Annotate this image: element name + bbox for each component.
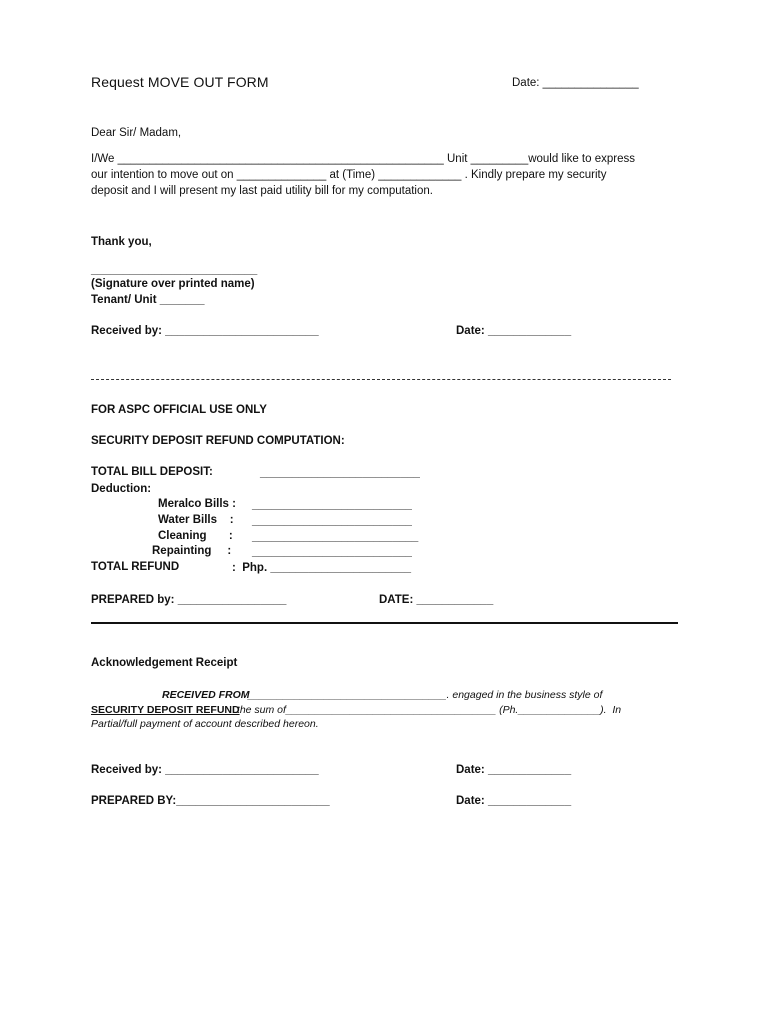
salutation: Dear Sir/ Madam, [91,127,182,139]
letter-line-3: deposit and I will present my last paid utility bill for my computation. [91,185,433,197]
receipt-received-by-field: Received by: ________________________ [91,764,319,776]
form-title: Request MOVE OUT FORM [91,74,269,90]
deduction-label-repainting: Repainting : [152,545,232,557]
deduction-label: Deduction: [91,483,152,495]
official-use-heading: FOR ASPC OFFICIAL USE ONLY [91,404,267,416]
closing: Thank you, [91,236,152,248]
total-bill-line: _________________________ [260,467,420,479]
letter-line-2: our intention to move out on ______________ at (Time) _____________ . Kindly prepare my security [91,169,607,181]
received-by-field: Received by: ________________________ [91,325,319,337]
receipt-prepared-date-field: Date: _____________ [456,795,572,807]
deduction-line-water: _________________________ [252,515,412,527]
received-date-field: Date: _____________ [456,325,572,337]
received-from-text: __________________________________. engaged in the business style of [248,689,603,701]
section-divider [91,622,678,624]
header-date-field: Date: _______________ [512,77,639,89]
signature-line: __________________________ [91,264,258,276]
tenant-unit: Tenant/ Unit _______ [91,294,205,306]
total-bill-label: TOTAL BILL DEPOSIT: [91,466,213,478]
deduction-label-cleaning: Cleaning : [158,530,233,542]
cut-divider [91,379,671,380]
deduction-label-water: Water Bills : [158,514,234,526]
deduction-line-meralco: _________________________ [252,499,412,511]
letter-line-1: I/We ___________________________________________________ Unit _________would like to express [91,153,635,165]
deduction-label-meralco: Meralco Bills : [158,498,236,510]
prepared-date-field: DATE: ____________ [379,594,494,606]
acknowledgement-heading: Acknowledgement Receipt [91,657,238,669]
refund-computation-heading: SECURITY DEPOSIT REFUND COMPUTATION: [91,435,345,447]
prepared-by-field: PREPARED by: _________________ [91,594,287,606]
receipt-received-date-field: Date: _____________ [456,764,572,776]
security-deposit-refund-label: SECURITY DEPOSIT REFUND [91,704,240,716]
signature-caption: (Signature over printed name) [91,278,255,290]
total-refund-value: : Php. ______________________ [232,562,412,574]
partial-payment-text: Partial/full payment of account described hereon. [91,718,319,730]
total-refund-label: TOTAL REFUND [91,561,180,573]
deduction-line-cleaning: __________________________ [252,531,419,543]
sum-text: the sum of____________________________________ (Ph.______________). In [234,704,622,716]
deduction-line-repainting: _________________________ [252,546,412,558]
received-from-label: RECEIVED FROM [162,689,250,701]
receipt-prepared-by-field: PREPARED BY:________________________ [91,795,330,807]
